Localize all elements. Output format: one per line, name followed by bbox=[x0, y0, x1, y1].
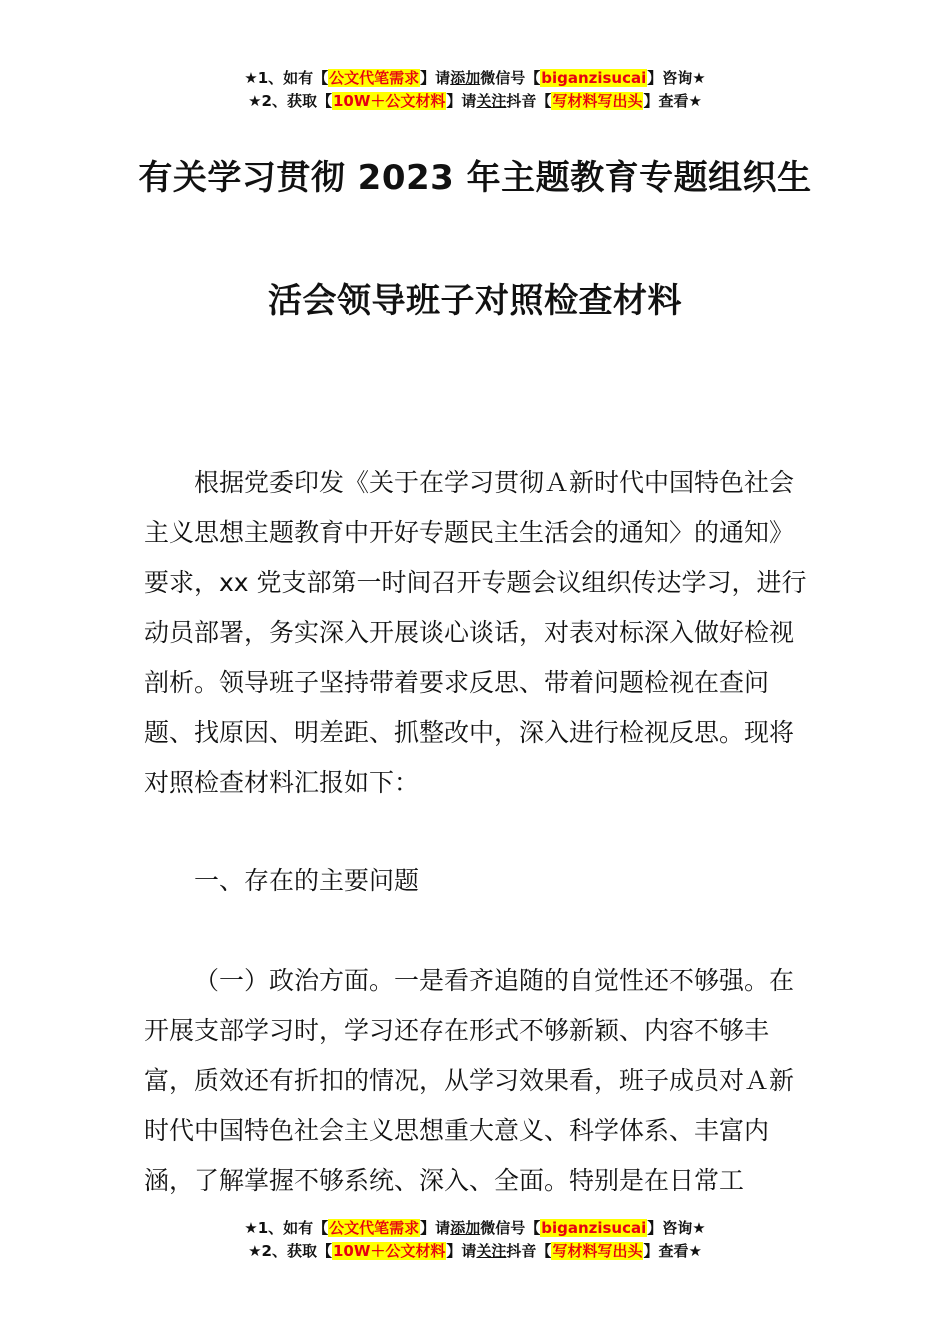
section-heading bbox=[144, 856, 809, 906]
promo-banner-top bbox=[0, 67, 950, 113]
promo-highlight: 10W＋公文材料 bbox=[332, 92, 446, 110]
political-paragraph bbox=[144, 956, 809, 1206]
promo-text: 抖音【 bbox=[506, 1242, 552, 1260]
promo-text: 微信号【 bbox=[480, 1219, 541, 1237]
intro-paragraph bbox=[144, 458, 809, 808]
promo-text: 】查看★ bbox=[643, 1242, 702, 1260]
promo-text: ★1、如有【 bbox=[244, 69, 329, 87]
promo-highlight: biganzisucai bbox=[541, 1219, 647, 1237]
promo-text: 】请 bbox=[420, 69, 451, 87]
promo-highlight: 写材料写出头 bbox=[552, 1242, 643, 1260]
promo-underlined: 关注 bbox=[476, 1242, 507, 1260]
promo-underlined: 关注 bbox=[476, 92, 507, 110]
promo-highlight: 公文代笔需求 bbox=[329, 1219, 420, 1237]
promo-text: 抖音【 bbox=[506, 92, 552, 110]
promo-underlined: 添加 bbox=[450, 1219, 481, 1237]
promo-text: 】请 bbox=[446, 1242, 477, 1260]
promo-text: 】请 bbox=[446, 92, 477, 110]
promo-highlight: 写材料写出头 bbox=[552, 92, 643, 110]
promo-highlight: biganzisucai bbox=[541, 69, 647, 87]
promo-text: 】咨询★ bbox=[647, 69, 706, 87]
document-title-line-1: 有关学习贯彻 2023 年主题教育专题组织生 bbox=[138, 158, 812, 198]
promo-line-2 bbox=[0, 90, 950, 113]
promo-text: 微信号【 bbox=[480, 69, 541, 87]
paragraph-text: （一）政治方面。一是看齐追随的自觉性还不够强。在开展支部学习时，学习还存在形式不够新颖、内容不够丰富，质效还有折扣的情况，从学习效果看，班子成员对Ａ新时代中国特色社会主义思想重大意义、科学体系、丰富内涵，了解掌握不够系统、深入、全面。特别是在日常工 bbox=[144, 966, 795, 1195]
promo-line-1 bbox=[0, 1217, 950, 1240]
promo-line-1 bbox=[0, 67, 950, 90]
promo-text: 】查看★ bbox=[643, 92, 702, 110]
promo-text: ★1、如有【 bbox=[244, 1219, 329, 1237]
promo-text: 】请 bbox=[420, 1219, 451, 1237]
promo-highlight: 公文代笔需求 bbox=[329, 69, 420, 87]
document-title-line-2: 活会领导班子对照检查材料 bbox=[268, 281, 682, 321]
section-heading-text: 一、存在的主要问题 bbox=[194, 866, 420, 895]
promo-banner-bottom bbox=[0, 1217, 950, 1263]
promo-line-2 bbox=[0, 1240, 950, 1263]
promo-underlined: 添加 bbox=[450, 69, 481, 87]
promo-text: ★2、获取【 bbox=[248, 92, 332, 110]
promo-text: 】咨询★ bbox=[647, 1219, 706, 1237]
promo-text: ★2、获取【 bbox=[248, 1242, 332, 1260]
paragraph-text: 根据党委印发《关于在学习贯彻Ａ新时代中国特色社会主义思想主题教育中开好专题民主生活会的通知〉的通知》要求，xx 党支部第一时间召开专题会议组织传达学习，进行动员部署，务实深入开展谈心谈话，对表对标深入做好检视剖析。领导班子坚持带着要求反思、带着问题检视在查问题、找原因、明差距、抓整改中，深入进行检视反思。现将对照检查材料汇报如下： bbox=[144, 468, 807, 797]
promo-highlight: 10W＋公文材料 bbox=[332, 1242, 446, 1260]
